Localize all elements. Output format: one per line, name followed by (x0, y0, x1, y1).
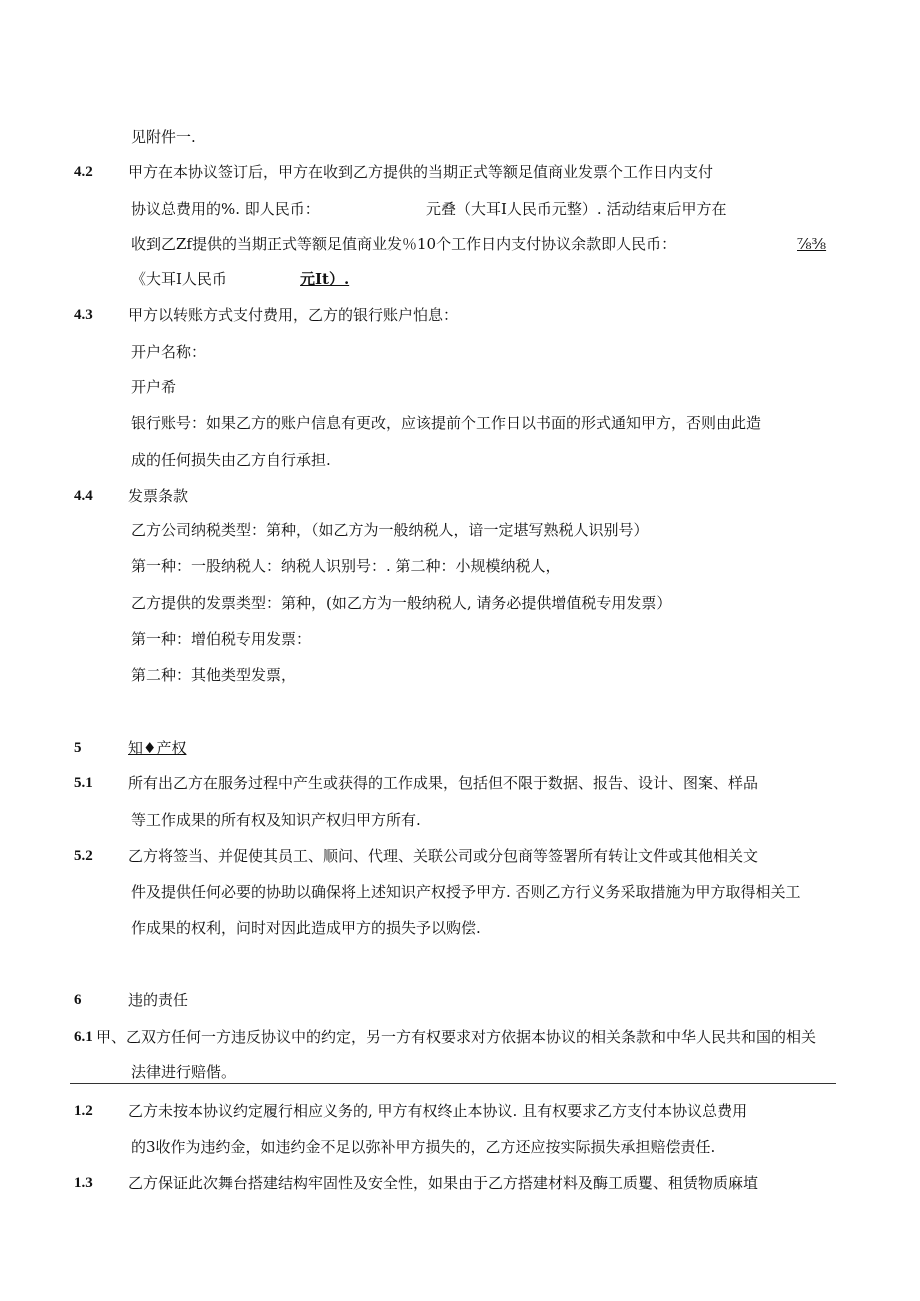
text-line: 第一种：增伯税专用发票： (131, 630, 312, 648)
clause-number: 4.4 (74, 488, 93, 504)
text-line: 乙方未按本协议约定履行相应义务的, 甲方有权终止本协议. 且有权要求乙方支付本协议总费用 (128, 1102, 748, 1120)
text-line: 《大耳I人民币 (131, 270, 227, 288)
text-line: 第一种：一股纳税人：纳税人识别号：. 第二种：小规模纳税人， (131, 557, 561, 575)
clause-number: 1.3 (74, 1175, 93, 1191)
section-number: 6 (74, 992, 82, 1008)
section-number: 5 (74, 740, 82, 756)
text-line: 元It）. (300, 270, 350, 288)
text-line: 甲、乙双方任何一方违反协议中的约定，另一方有权要求对方依据本协议的相关条款和中华人民共和国的相关 (96, 1028, 817, 1046)
text-line: 法律进行赔偕。 (131, 1063, 237, 1081)
text-line: 等工作成果的所有权及知识产权归甲方所有. (131, 811, 421, 829)
text-line: 银行账号：如果乙方的账户信息有更改，应该提前个工作日以书面的形式通知甲方，否则由此造 (131, 414, 762, 432)
text-line: 开户希 (131, 378, 177, 396)
text-line: 作成果的权利，问时对因此造成甲方的损失予以购偿. (131, 919, 481, 937)
horizontal-rule (70, 1083, 836, 1084)
clause-number: 6.1 (74, 1029, 93, 1045)
text-line: 第二种：其他类型发票， (131, 666, 297, 684)
clause-number: 5.1 (74, 775, 93, 791)
text-line: 收到乙Zf提供的当期正式等额足值商业发％10个工作日内支付协议余款即人民币： (131, 235, 677, 253)
section-heading: 违的责任 (128, 991, 189, 1009)
text-line: 的3收作为违约金，如违约金不足以弥补甲方损失的，乙方还应按实际损失承担赔偿责任. (131, 1138, 716, 1156)
text-line: 甲方在本协议签订后，甲方在收到乙方提供的当期正式等额足值商业发票个工作日内支付 (128, 163, 714, 181)
text-line: 成的任何损失由乙方自行承担. (131, 451, 331, 469)
text-line: 见附件一. (131, 128, 196, 146)
text-line: 乙方公司纳税类型：第种，（如乙方为一般纳税人，谙一定堪写熟税人识别号） (131, 521, 649, 539)
section-heading: 知♦产权 (128, 739, 187, 757)
text-line: 所有出乙方在服务过程中产生或获得的工作成果，包括但不限于数据、报告、设计、图案、样品 (128, 774, 759, 792)
text-line: 协议总费用的%. 即人民币： (131, 200, 320, 218)
text-line: 件及提供任何必要的协助以确保将上述知识产权授予甲方. 否则乙方行义务采取措施为甲方取得相关工 (131, 883, 801, 901)
clause-number: 5.2 (74, 848, 93, 864)
text-line: 乙方提供的发票类型：第种，(如乙方为一般纳税人, 请务必提供增值税专用发票） (131, 594, 672, 612)
text-line: 乙方将签当、并促使其员工、顺问、代理、关联公司或分包商等签署所有转让文件或其他相关文 (128, 847, 759, 865)
clause-number: 4.3 (74, 307, 93, 323)
clause-number: 1.2 (74, 1103, 93, 1119)
text-line: 发票条款 (128, 487, 189, 505)
text-line: 甲方以转账方式支付费用，乙方的银行账户怕息： (128, 306, 459, 324)
text-line: 乙方保证此次舞台搭建结构牢固性及安全性，如果由于乙方搭建材料及酶工质矍、租赁物质麻埴 (128, 1174, 759, 1192)
text-line: 元叠（大耳I人民币元整）. 活动结束后甲方在 (426, 200, 727, 218)
text-line: ⅞⅜ (797, 235, 827, 253)
clause-number: 4.2 (74, 164, 93, 180)
text-line: 开户名称： (131, 343, 207, 361)
